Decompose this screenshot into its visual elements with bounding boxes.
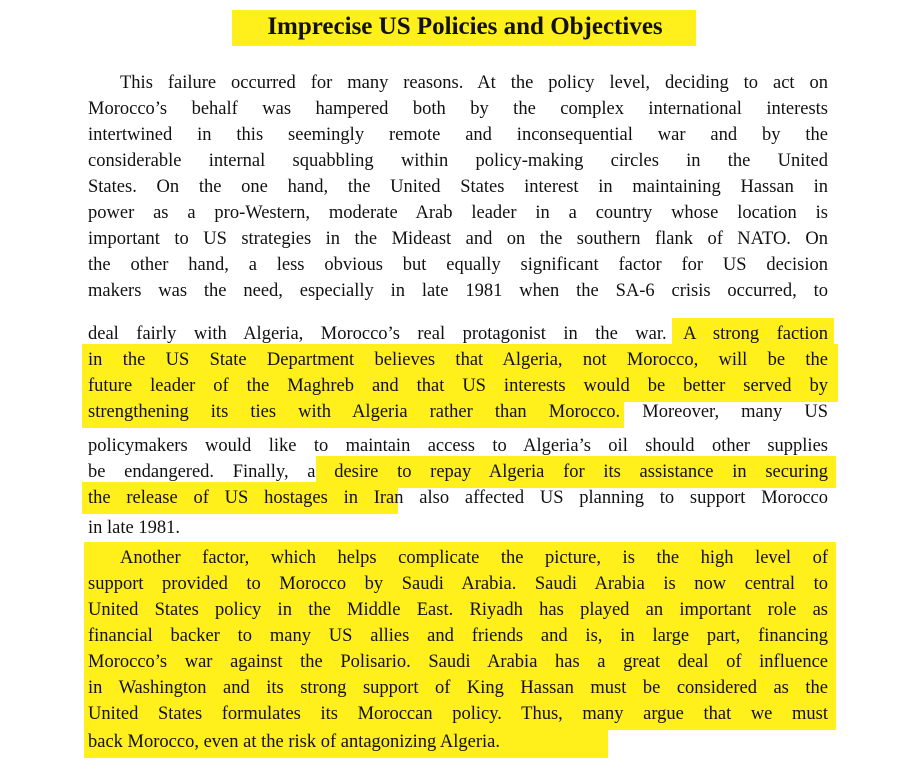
paragraph-1-line: future leader of the Maghreb and that US interests would be better served by — [88, 376, 828, 396]
paragraph-2-line: support provided to Morocco by Saudi Arabia. Saudi Arabia is now central to — [88, 574, 828, 594]
paragraph-1-line: intertwined in this seemingly remote and inconsequential war and by the — [88, 125, 828, 145]
paragraph-2-line: United States policy in the Middle East. Riyadh has played an important role as — [88, 600, 828, 620]
paragraph-1-line: be endangered. Finally, a desire to repay Algeria for its assistance in securing — [88, 462, 828, 482]
paragraph-1-line: in the US State Department believes that Algeria, not Morocco, will be the — [88, 350, 828, 370]
paragraph-2-line: in Washington and its strong support of King Hassan must be considered as the — [88, 678, 828, 698]
paragraph-1-line: policymakers would like to maintain access to Algeria’s oil should other supplies — [88, 436, 828, 456]
paragraph-1-line: strengthening its ties with Algeria rather than Morocco. Moreover, many US — [88, 402, 828, 422]
paragraph-1-line: States. On the one hand, the United States interest in maintaining Hassan in — [88, 177, 828, 197]
paragraph-2-line: Another factor, which helps complicate the picture, is the high level of — [120, 548, 828, 568]
paragraph-2-line: United States formulates its Moroccan policy. Thus, many argue that we must — [88, 704, 828, 724]
paragraph-1-line: in late 1981. — [88, 518, 180, 538]
paragraph-2-line: back Morocco, even at the risk of antagonizing Algeria. — [88, 732, 500, 752]
paragraph-1-line: the release of US hostages in Iran also affected US planning to support Morocco — [88, 488, 828, 508]
section-title: Imprecise US Policies and Objectives — [267, 13, 663, 40]
paragraph-1-line: the other hand, a less obvious but equally significant factor for US decision — [88, 255, 828, 275]
paragraph-1-line: important to US strategies in the Mideast and on the southern flank of NATO. On — [88, 229, 828, 249]
paragraph-1-line: makers was the need, especially in late 1981 when the SA-6 crisis occurred, to — [88, 281, 828, 301]
paragraph-1-line: deal fairly with Algeria, Morocco’s real protagonist in the war. A strong faction — [88, 324, 828, 344]
paragraph-1-line: considerable internal squabbling within policy-making circles in the United — [88, 151, 828, 171]
paragraph-1-line: This failure occurred for many reasons. At the policy level, deciding to act on — [120, 73, 828, 93]
paragraph-2-line: Morocco’s war against the Polisario. Saudi Arabia has a great deal of influence — [88, 652, 828, 672]
paragraph-1-line: power as a pro-Western, moderate Arab leader in a country whose location is — [88, 203, 828, 223]
paragraph-2-line: financial backer to many US allies and friends and is, in large part, financing — [88, 626, 828, 646]
paragraph-1-line: Morocco’s behalf was hampered both by the complex international interests — [88, 99, 828, 119]
